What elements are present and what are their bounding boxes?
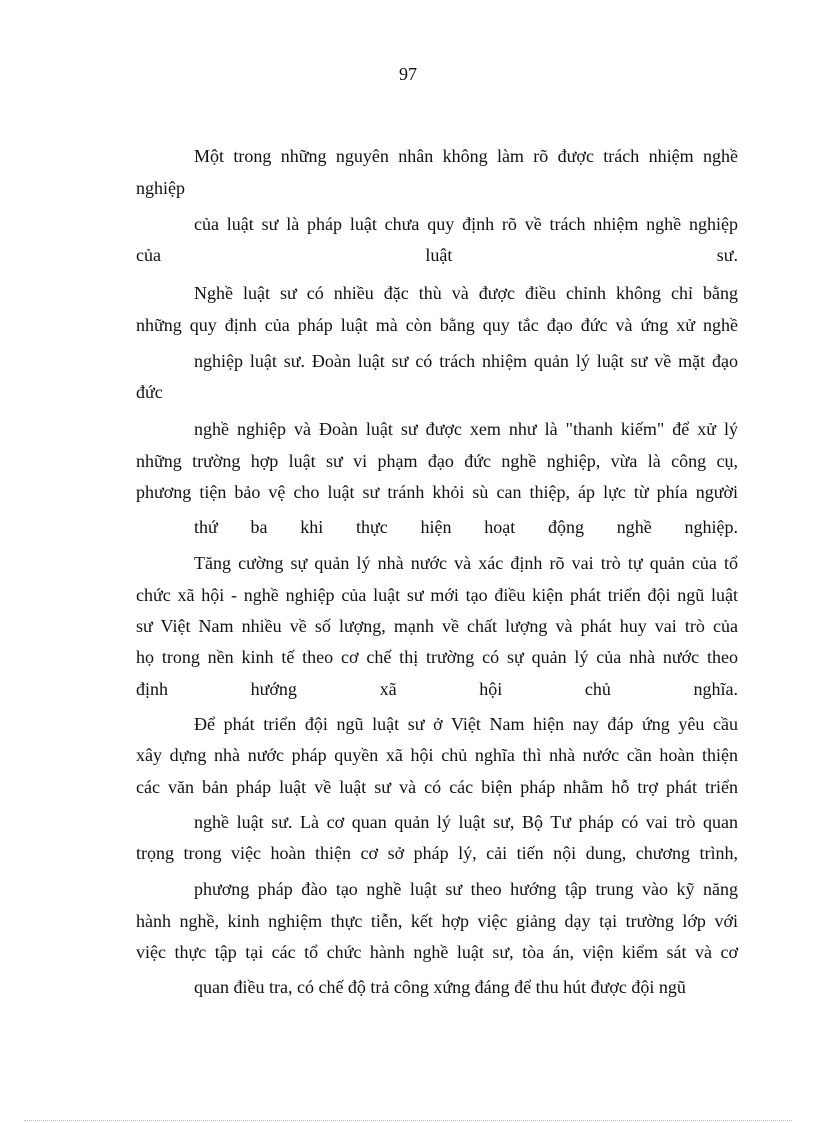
text-line: nghiệp luật sư. Đoàn luật sư có trách nhiệm quản lý luật sư về mặt đạo [194,351,738,371]
page-edge-rule [24,1120,792,1121]
text-line: của luật sư là pháp luật chưa quy định rõ về trách nhiệm nghề nghiệp [194,214,738,234]
text-line: của luật sư. [136,245,738,265]
text-line: Tăng cường sự quản lý nhà nước và xác định rõ vai trò tự quản của tổ [194,553,738,573]
page-number: 97 [399,64,417,84]
text-line: họ trong nền kinh tế theo cơ chế thị trường có sự quản lý của nhà nước theo [136,647,738,667]
text-line: việc thực tập tại các tổ chức hành nghề luật sư, tòa án, viện kiểm sát và cơ [136,942,738,962]
text-line: những trường hợp luật sư vi phạm đạo đức nghề nghiệp, vừa là công cụ, [136,451,738,471]
text-line: quan điều tra, có chế độ trả công xứng đáng để thu hút được đội ngũ [194,977,686,997]
text-line: sư Việt Nam nhiều về số lượng, mạnh về chất lượng và phát huy vai trò của [136,616,738,636]
text-line: những quy định của pháp luật mà còn bằng quy tắc đạo đức và ứng xử nghề [136,315,738,335]
text-line: Để phát triển đội ngũ luật sư ở Việt Nam hiện nay đáp ứng yêu cầu [194,714,738,734]
text-line: định hướng xã hội chủ nghĩa. [136,679,738,699]
text-line: đức [136,382,163,402]
text-line: phương tiện bảo vệ cho luật sư tránh khỏi sù can thiệp, áp lực từ phía người [136,482,738,502]
text-line: Một trong những nguyên nhân không làm rõ được trách nhiệm nghề [194,146,738,166]
text-line: các văn bản pháp luật về luật sư và có các biện pháp nhằm hỗ trợ phát triển [136,777,738,797]
text-line: trọng trong việc hoàn thiện cơ sở pháp lý, cải tiến nội dung, chương trình, [136,843,738,863]
text-line: hành nghề, kinh nghiệm thực tiễn, kết hợp việc giảng dạy tại trường lớp với [136,911,738,931]
text-line: chức xã hội - nghề nghiệp của luật sư mới tạo điều kiện phát triển đội ngũ luật [136,585,738,605]
text-line: Nghề luật sư có nhiều đặc thù và được điều chỉnh không chỉ bằng [194,283,738,303]
text-line: xây dựng nhà nước pháp quyền xã hội chủ nghĩa thì nhà nước cần hoàn thiện [136,745,738,765]
text-line: nghiệp [136,178,185,198]
text-line: phương pháp đào tạo nghề luật sư theo hướng tập trung vào kỹ năng [194,879,738,899]
text-line: nghề luật sư. Là cơ quan quản lý luật sư, Bộ Tư pháp có vai trò quan [194,812,738,832]
text-line: nghề nghiệp và Đoàn luật sư được xem như là "thanh kiếm" để xử lý [194,419,738,439]
text-line: thứ ba khi thực hiện hoạt động nghề nghiệp. [194,517,738,537]
